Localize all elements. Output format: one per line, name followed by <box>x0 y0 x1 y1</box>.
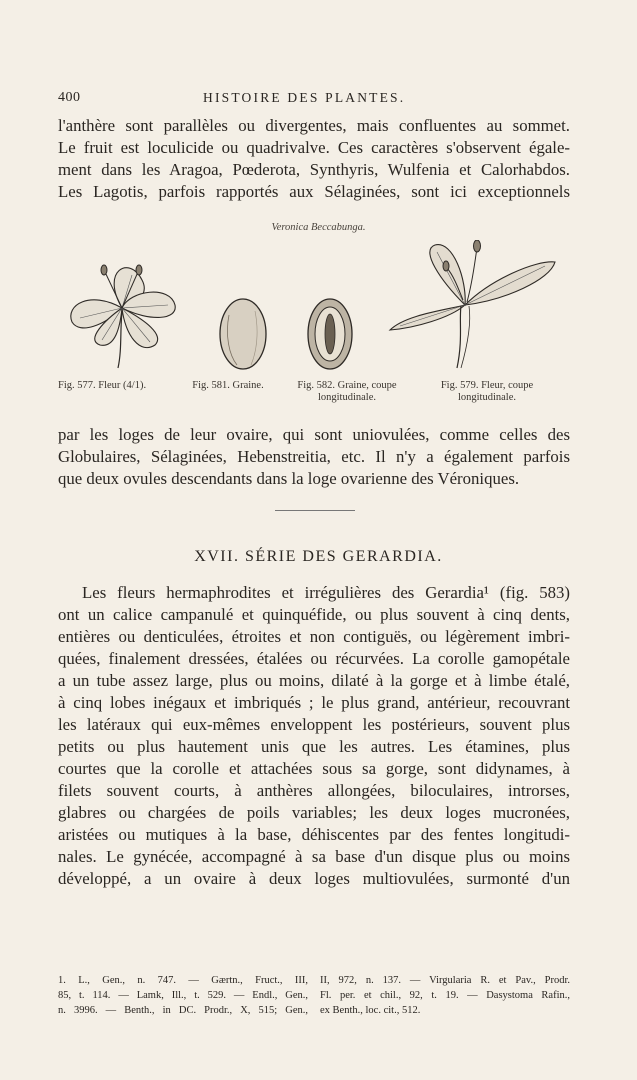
seed-illustration <box>215 295 271 373</box>
text-line: aristées ou mutiques à la base, déhiscentes par des fentes longitudi- <box>58 825 570 844</box>
text-line: filets souvent courts, à anthères allongées, biloculaires, introrses, <box>58 781 570 800</box>
figure-group-title: Veronica Beccabunga. <box>271 222 366 233</box>
text-line: les latéraux qui eux-mêmes enveloppent les postérieurs, souvent plus <box>58 715 570 734</box>
footnote-line: 85, t. 114. — Lamk, Ill., t. 529. — Endl., Gen., <box>58 990 308 1001</box>
section-divider <box>275 510 355 511</box>
text-line: Les fleurs hermaphrodites et irrégulières des Gerardia¹ (fig. 583) <box>82 583 570 602</box>
caption-line: longitudinale. <box>457 392 517 403</box>
footnote-line: 1. L., Gen., n. 747. — Gærtn., Fruct., III, <box>58 975 308 986</box>
figure-577-flower <box>60 250 185 370</box>
text-line: Le fruit est loculicide ou quadrivalve. Ces caractères s'observent égale- <box>58 138 570 157</box>
text-line: a un tube assez large, plus ou moins, dilaté à la gorge et à limbe étalé, <box>58 671 570 690</box>
text-line: Les Lagotis, parfois rapportés aux Sélaginées, sont ici exceptionnels <box>58 182 570 201</box>
footnote-line: II, 972, n. 137. — Virgularia R. et Pav., Prodr. <box>320 975 570 986</box>
flower-section-illustration <box>385 240 560 370</box>
running-head: HISTOIRE DES PLANTES. <box>203 90 406 105</box>
text-line: l'anthère sont parallèles ou divergentes, mais confluentes au sommet. <box>58 116 570 135</box>
footnote-line: Fl. per. et chil., 92, t. 19. — Dasystoma Rafin., <box>320 990 570 1001</box>
page-number: 400 <box>58 90 81 105</box>
text-line: ment dans les Aragoa, Pœderota, Synthyris, Wulfenia et Calorhabdos. <box>58 160 570 179</box>
text-line: développé, a un ovaire à deux loges multiovulées, surmonté d'un <box>58 869 570 888</box>
section-title: XVII. SÉRIE DES GERARDIA. <box>194 548 443 565</box>
text-line: à cinq lobes inégaux et imbriqués ; le plus grand, antérieur, recouvrant <box>58 693 570 712</box>
caption-line: Fig. 579. Fleur, coupe <box>440 380 534 391</box>
caption-line: longitudinale. <box>317 392 377 403</box>
text-line: que deux ovules descendants dans la loge ovarienne des Véroniques. <box>58 469 520 488</box>
text-line: par les loges de leur ovaire, qui sont uniovulées, comme celles des <box>58 425 570 444</box>
flower-illustration <box>60 250 185 370</box>
paragraph-1 <box>58 115 570 203</box>
caption-line: Fig. 582. Graine, coupe <box>297 380 397 391</box>
text-line: entières ou denticulées, étroites et non contiguës, ou légèrement imbri- <box>58 627 570 646</box>
footnotes-right-column <box>320 973 570 1018</box>
seed-section-illustration <box>302 295 358 373</box>
text-line: nales. Le gynécée, accompagné à sa base d'un disque plus ou moins <box>58 847 570 866</box>
figure-579-flower-section <box>385 240 560 370</box>
footnote-line: ex Benth., loc. cit., 512. <box>320 1005 421 1016</box>
figure-581-seed <box>215 295 271 373</box>
page-header <box>58 90 568 110</box>
figure-582-caption <box>282 380 412 404</box>
text-line: ont un calice campanulé et quinquéfide, ou plus souvent à cinq dents, <box>58 605 570 624</box>
text-line: Globulaires, Sélaginées, Hebenstreitia, etc. Il n'y a également parfois <box>58 447 570 466</box>
figure-581-caption: Fig. 581. Graine. <box>192 380 264 391</box>
text-line: quées, finalement dressées, étalées ou récurvées. La corolle gamopétale <box>58 649 570 668</box>
footnote-line: n. 3996. — Benth., in DC. Prodr., X, 515; Gen., <box>58 1005 308 1016</box>
figure-579-caption <box>422 380 552 404</box>
text-line: glabres ou chargées de poils variables; les deux loges mucronées, <box>58 803 570 822</box>
paragraph-3 <box>58 582 570 890</box>
text-line: courtes que la corolle et attachées sous sa gorge, sont didynames, à <box>58 759 570 778</box>
figure-582-seed-section <box>302 295 358 373</box>
figure-577-caption: Fig. 577. Fleur (4/1). <box>58 380 147 391</box>
footnotes-left-column <box>58 973 308 1018</box>
text-line: petits ou plus hautement unis que les autres. Les étamines, plus <box>58 737 570 756</box>
paragraph-2 <box>58 424 570 490</box>
